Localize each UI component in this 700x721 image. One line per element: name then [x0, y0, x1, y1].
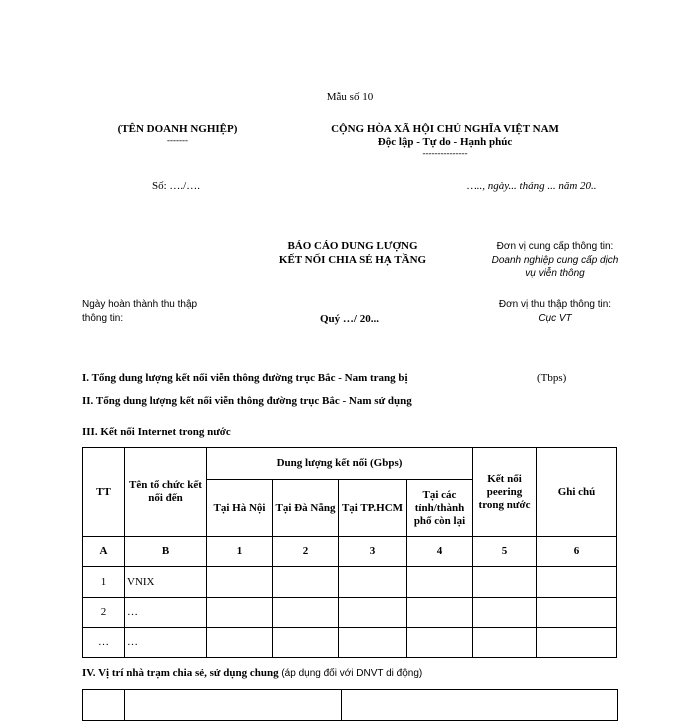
table-row	[83, 628, 617, 658]
cell-empty	[207, 567, 273, 598]
column-code: 5	[473, 537, 537, 567]
cell-empty	[473, 628, 537, 658]
column-code: 4	[407, 537, 473, 567]
section-3-heading: III. Kết nối Internet trong nước	[82, 426, 231, 438]
provider-value-line2: vụ viễn thông	[525, 268, 585, 279]
row-tt: 1	[83, 567, 125, 598]
cell-empty	[207, 598, 273, 628]
collector-label: Đơn vị thu thập thông tin:	[498, 299, 612, 310]
cell-empty	[273, 628, 339, 658]
column-code: 1	[207, 537, 273, 567]
header-peering: Kết nối peering trong nước	[473, 448, 537, 537]
header-tt: TT	[83, 448, 125, 537]
completion-label-line2: thông tin:	[82, 313, 124, 324]
table-row	[83, 567, 617, 598]
motto: Độc lập - Tự do - Hạnh phúc	[377, 136, 513, 148]
station-location-table	[82, 689, 618, 721]
row-organization: …	[125, 598, 207, 628]
section-2-heading: II. Tổng dung lượng kết nối viễn thông đường trục Bắc - Nam sử dụng	[82, 395, 412, 407]
cell-empty	[339, 598, 407, 628]
section-1-heading: I. Tổng dung lượng kết nối viễn thông đường trục Bắc - Nam trang bị	[82, 372, 408, 384]
column-code: 2	[273, 537, 339, 567]
cell-empty	[407, 628, 473, 658]
column-code: A	[83, 537, 125, 567]
cell-empty	[339, 567, 407, 598]
column-code: 3	[339, 537, 407, 567]
cell-empty	[473, 567, 537, 598]
company-placeholder: (TÊN DOANH NGHIỆP)	[117, 123, 238, 135]
cell-empty	[407, 598, 473, 628]
company-rule: -------	[167, 135, 188, 145]
cell-empty	[407, 567, 473, 598]
cell-empty	[473, 598, 537, 628]
section-4-note: (áp dụng đối với DNVT di động)	[281, 668, 423, 679]
header-capacity: Dung lượng kết nối (Gbps)	[207, 448, 473, 480]
quarter: Quý …/ 20...	[320, 313, 379, 325]
header-hanoi: Tại Hà Nội	[207, 480, 273, 537]
completion-label-line1: Ngày hoàn thành thu thập	[82, 299, 198, 310]
section-4-heading	[82, 667, 422, 679]
internet-connection-table	[82, 447, 617, 658]
header-organization: Tên tổ chức kết nối đến	[125, 448, 207, 537]
column-code: B	[125, 537, 207, 567]
row-organization: VNIX	[125, 567, 207, 598]
cell-empty	[273, 598, 339, 628]
nation-title: CỘNG HÒA XÃ HỘI CHỦ NGHĨA VIỆT NAM	[331, 123, 559, 135]
table-row	[83, 598, 617, 628]
header-danang: Tại Đà Nẵng	[273, 480, 339, 537]
cell-empty	[537, 567, 617, 598]
provider-value-line1: Doanh nghiệp cung cấp dịch	[491, 255, 619, 266]
column-code: 6	[537, 537, 617, 567]
header-hcm: Tại TP.HCM	[339, 480, 407, 537]
report-title-line2: KẾT NỐI CHIA SẺ HẠ TẦNG	[278, 254, 427, 266]
table-divider	[124, 690, 125, 720]
cell-empty	[537, 598, 617, 628]
cell-empty	[207, 628, 273, 658]
cell-empty	[339, 628, 407, 658]
document-number: Số: …./….	[152, 180, 200, 192]
row-tt: …	[83, 628, 125, 658]
table-divider	[341, 690, 342, 720]
report-title-line1: BÁO CÁO DUNG LƯỢNG	[287, 240, 418, 252]
section-1-unit: (Tbps)	[537, 372, 567, 384]
row-organization: …	[125, 628, 207, 658]
section-4-title: IV. Vị trí nhà trạm chia sẻ, sử dụng chung	[82, 667, 279, 679]
cell-empty	[537, 628, 617, 658]
collector-value: Cục VT	[538, 313, 572, 324]
motto-rule: ---------------	[422, 148, 468, 158]
provider-label: Đơn vị cung cấp thông tin:	[496, 241, 614, 252]
form-number: Mẫu số 10	[326, 91, 374, 103]
header-note: Ghi chú	[537, 448, 617, 537]
cell-empty	[273, 567, 339, 598]
header-other-provinces: Tại các tỉnh/thành phố còn lại	[407, 480, 473, 537]
row-tt: 2	[83, 598, 125, 628]
date-line: ….., ngày... tháng ... năm 20..	[467, 180, 597, 192]
